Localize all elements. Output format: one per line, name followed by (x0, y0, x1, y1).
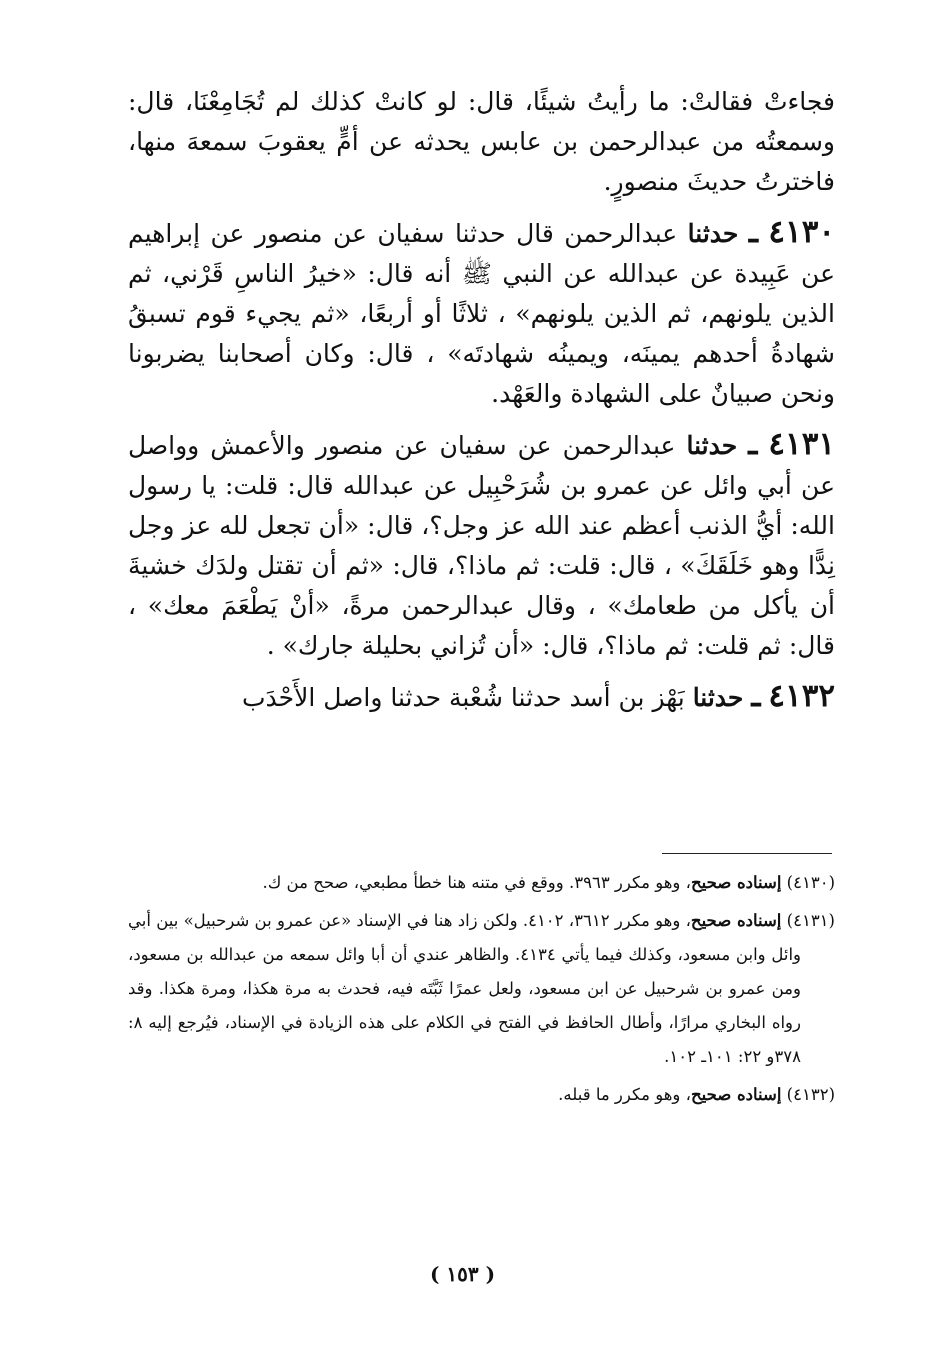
hadith-dash: ـ (748, 426, 758, 462)
haddathana-word: حدثنا (687, 219, 739, 248)
footnote-ref: (٤١٣١) (786, 911, 835, 930)
haddathana-word: حدثنا (692, 683, 744, 712)
hadith-4132 (128, 676, 835, 718)
hadith-4130 (128, 212, 835, 414)
footnote-ref: (٤١٣٠) (786, 873, 835, 892)
hadith-text: عبدالرحمن قال حدثنا سفيان عن منصور عن إبراهيم عن عَبِيدة عن عبدالله عن النبي ﷺ أنه قال: «خيرُ الناسِ قَرْني، ثم الذين يلونهم، ثم الذين يلونهم» ، ثلاثًا أو أربعًا، «ثم يجيء قوم تسبقُ شهادةُ أحدهم يمينَه، ويمينُه شهادتَه» ، قال: وكان أصحابنا يضربونا ونحن صبيانٌ على الشهادة والعَهْد. (128, 219, 835, 408)
hadith-number: ٤١٣٠ (768, 214, 835, 250)
haddathana-word: حدثنا (686, 431, 738, 460)
footnotes (128, 866, 835, 1116)
footnote-text: ، وهو مكرر ٣٦١٢، ٤١٠٢. ولكن زاد هنا في الإسناد «عن عمرو بن شرحبيل» بين أبي وائل وابن مسعود، وكذلك فيما يأتي ٤١٣٤. والظاهر عندي أن أبا وائل سمعه من عبدالله بن مسعود، ومن عمرو بن شرحبيل عن ابن مسعود، ولعل عمرًا ثَبَّتَه فيه، فحدث به مرة هكذا، ومرة هكذا. وقد رواه البخاري مرارًا، وأطال الحافظ في الفتح في الكلام على هذه الزيادة في الإسناد، فيُرجع إليه ٨: ٣٧٨و ٢٢: ١٠١ـ ١٠٢. (128, 911, 801, 1066)
hadith-4131 (128, 424, 835, 666)
footnote-4131 (128, 904, 835, 1074)
footnote-grade: إسناده صحيح (690, 1085, 782, 1104)
hadith-dash: ـ (751, 678, 761, 714)
footnote-grade: إسناده صحيح (690, 873, 782, 892)
footnote-divider (662, 853, 832, 854)
hadith-text: بَهْز بن أسد حدثنا شُعْبة حدثنا واصل الأَحْدَب (241, 683, 685, 712)
main-text (128, 82, 835, 728)
footnote-ref: (٤١٣٢) (786, 1085, 835, 1104)
hadith-number: ٤١٣١ (768, 426, 836, 462)
hadith-dash: ـ (748, 214, 758, 250)
footnote-text: ، وهو مكرر ما قبله. (558, 1085, 691, 1104)
hadith-number: ٤١٣٢ (768, 678, 835, 714)
page-number: ( ١٥٣ ) (429, 1262, 496, 1286)
hadith-text: عبدالرحمن عن سفيان عن منصور والأعمش وواصل عن أبي وائل عن عمرو بن شُرَحْبِيل عن عبدالله قال: قلت: يا رسول الله: أيُّ الذنب أعظم عند الله عز وجل؟، قال: «أن تجعل لله عز وجل نِدًّا وهو خَلَقَكَ» ، قال: قلت: ثم ماذا؟، قال: «ثم أن تقتل ولدَك خشيةَ أن يأكل من طعامك» ، وقال عبدالرحمن مرةً، «أنْ يَطْعَمَ معك» ، قال: ثم قلت: ثم ماذا؟، قال: «أن تُزاني بحليلة جارك» . (128, 431, 835, 660)
continuation-text: فجاءتْ فقالتْ: ما رأيتُ شيئًا، قال: لو كانتْ كذلك لم تُجَامِعْنَا، قال: وسمعتُه من عبدالرحمن بن عابس يحدثه عن أمٍّ يعقوبَ سمعهَ منها، فاخترتُ حديثَ منصورٍ. (128, 87, 835, 196)
footnote-4130 (128, 866, 835, 900)
paragraph-continuation (128, 82, 835, 202)
footnote-grade: إسناده صحيح (690, 911, 782, 930)
footnote-text: ، وهو مكرر ٣٩٦٣. ووقع في متنه هنا خطأ مطبعي، صحح من ك. (262, 873, 691, 892)
footnote-4132 (128, 1078, 835, 1112)
